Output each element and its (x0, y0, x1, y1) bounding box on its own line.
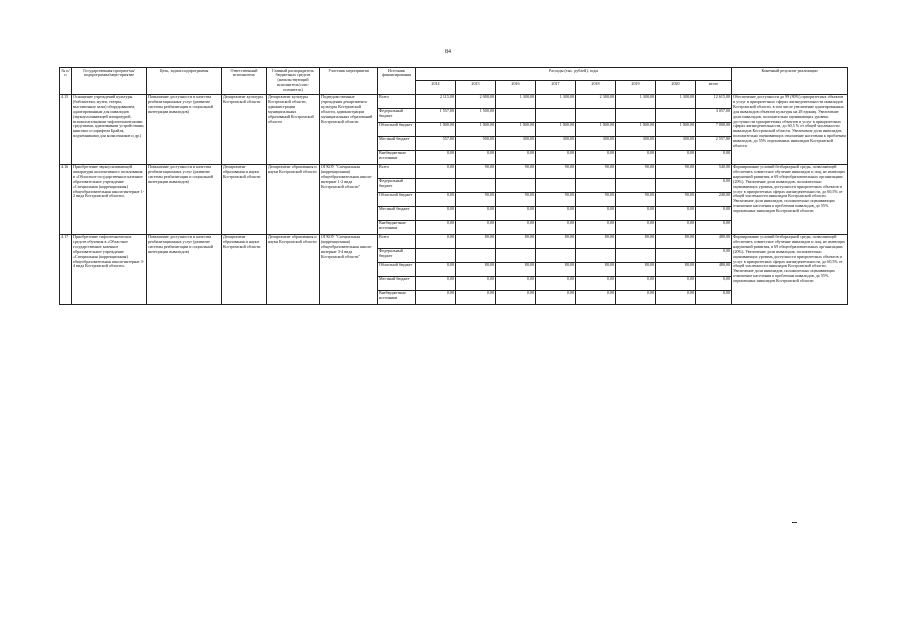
year-value (536, 248, 576, 262)
year-value: 1 000,00 (456, 122, 496, 136)
funding-source: Федеральный бюджет (378, 178, 416, 192)
section-executor: Департамент образования и науки Костромской области (222, 234, 267, 304)
year-value: 0,00 (576, 290, 616, 304)
header-result: Конечный результат реализации (732, 68, 848, 95)
year-value: 0,00 (416, 290, 456, 304)
year-value: 0,00 (416, 262, 456, 276)
year-value: 80,00 (456, 234, 496, 248)
year-value: 0,00 (416, 276, 456, 290)
year-value: 90,00 (456, 192, 496, 206)
year-value: 90,00 (616, 192, 656, 206)
funding-source: Областной бюджет (378, 192, 416, 206)
year-value (656, 248, 696, 262)
section-goal: Повышение доступности и качества реабилитационных услуг (развитие системы реабилитации и социальной интеграции инвалидов) (147, 164, 222, 234)
section-number: 4.17 (60, 234, 72, 304)
header-year: 2017 (536, 81, 576, 94)
year-value: 0,00 (616, 276, 656, 290)
year-value (536, 178, 576, 192)
year-value: 1 000,00 (416, 122, 456, 136)
section-goal: Повышение доступности и качества реабилитационных услуг (развитие системы реабилитации и социальной интеграции инвалидов) (147, 234, 222, 304)
year-value (616, 108, 656, 122)
section-executor: Департамент образования и науки Костромской области (222, 164, 267, 234)
total-value: 3 057,00 (696, 108, 732, 122)
total-value: 540,00 (696, 164, 732, 178)
year-value: 1 000,00 (656, 122, 696, 136)
year-value: 0,00 (536, 150, 576, 164)
header-participants: Участник мероприятия (320, 68, 378, 95)
year-value: 0,00 (416, 234, 456, 248)
year-value: 80,00 (536, 262, 576, 276)
header-expenses: Расходы (тыс. рублей), годы (416, 68, 732, 81)
year-value: 1 000,00 (496, 122, 536, 136)
year-value (576, 178, 616, 192)
year-value: 2 115,00 (416, 94, 456, 108)
margin-mark (792, 522, 797, 523)
year-value: 300,00 (496, 136, 536, 150)
header-year: 2015 (456, 81, 496, 94)
year-value: 2 300,00 (576, 94, 616, 108)
year-value: 80,00 (656, 234, 696, 248)
year-value (416, 178, 456, 192)
page-number: 84 (445, 49, 451, 55)
year-value: 80,00 (656, 262, 696, 276)
header-year: итого (696, 81, 732, 94)
year-value: 90,00 (536, 164, 576, 178)
year-value: 300,00 (576, 136, 616, 150)
year-value (616, 248, 656, 262)
section-manager: Департамент образования и науки Костромской области (267, 164, 320, 234)
year-value: 0,00 (576, 206, 616, 220)
year-value (536, 108, 576, 122)
total-value: 240,00 (696, 192, 732, 206)
program-name: Приобретение звукоусиливающей аппаратуры коллективного пользования в «Областное государственное казенное образовательное учреждение «Специальная (коррекционная) общеобразовательная школа-интернат 1-2 вида Костромской области» (72, 164, 147, 234)
header-year: 2018 (576, 81, 616, 94)
section-result: Формирование условий безбарьерной среды, позволяющей обеспечить совместное обучение инвалидов и лиц, не имеющих нарушений развития, в 69 общеобразовательных организациях (20%). Увеличение доли инвалидов, положительно оценивающих уровень доступности приоритетных объектов и услуг в приоритетных сферах жизнедеятельности, до 60,5% от общей численности инвалидов Костромской области. Увеличение доли инвалидов, положительно оценивающих отношение населения к проблемам инвалидов, до 55% опрошенных инвалидов Костромской области (732, 234, 848, 304)
total-value: 0,00 (696, 206, 732, 220)
header-year: 2014 (416, 81, 456, 94)
year-value: 0,00 (616, 150, 656, 164)
funding-source: Всего (378, 94, 416, 108)
year-value: 90,00 (536, 192, 576, 206)
year-value (496, 248, 536, 262)
year-value: 90,00 (456, 164, 496, 178)
header-year: 2020 (656, 81, 696, 94)
year-value: 1 500,00 (456, 108, 496, 122)
year-value: 1 300,00 (616, 94, 656, 108)
section-participants: ОГКОУ "Специальная (коррекционная) общеобразовательная школа-интернат 1-2 вида Костромской области" (320, 164, 378, 234)
header-num: № п/п (60, 68, 72, 95)
total-value: 480,00 (696, 234, 732, 248)
section-participants: Подведомственные учреждения департамента культуры Костромской области, администрации муниципальных образований Костромской области (320, 94, 378, 164)
total-value: 12 615,00 (696, 94, 732, 108)
year-value: 0,00 (616, 290, 656, 304)
funding-source: Внебюджетные источники (378, 290, 416, 304)
section-participants: ОГКОУ "Специальная (коррекционная) общеобразовательная школа-интернат 3-4 вида Костромской области" (320, 234, 378, 304)
year-value: 300,00 (536, 136, 576, 150)
section-manager: Департамент культуры Костромской области, администрации муниципальных образований Костромской области (267, 94, 320, 164)
year-value (656, 108, 696, 122)
year-value: 80,00 (496, 262, 536, 276)
year-value: 0,00 (456, 206, 496, 220)
program-table (59, 67, 848, 305)
year-value: 0,00 (616, 206, 656, 220)
year-value: 90,00 (576, 192, 616, 206)
year-value: 80,00 (456, 262, 496, 276)
year-value: 80,00 (576, 262, 616, 276)
year-value: 1 300,00 (656, 94, 696, 108)
year-value: 0,00 (536, 206, 576, 220)
program-name: Оснащение учреждений культуры (библиотеки, музеи, театры, выставочные залы) оборудованием, адаптированным для инвалидов (звукоусиливающей аппаратурой, вспомогательными тифлотехническими средствами, адаптивными устройствами, книгами со шрифтом Брайля, подъемниками для колясочников и др.) (72, 94, 147, 164)
funding-source: Местный бюджет (378, 206, 416, 220)
year-value: 0,00 (496, 206, 536, 220)
year-value: 90,00 (656, 164, 696, 178)
funding-source: Внебюджетные источники (378, 150, 416, 164)
year-value: 0,00 (416, 150, 456, 164)
funding-source: Местный бюджет (378, 276, 416, 290)
year-value: 1 300,00 (536, 94, 576, 108)
year-value: 0,00 (416, 164, 456, 178)
year-value: 0,00 (416, 192, 456, 206)
year-value: 0,00 (456, 220, 496, 234)
funding-source: Федеральный бюджет (378, 108, 416, 122)
year-value (496, 108, 536, 122)
section-executor: Департамент культуры Костромской области (222, 94, 267, 164)
total-value: 0,00 (696, 248, 732, 262)
year-value: 0,00 (576, 276, 616, 290)
year-value: 0,00 (456, 150, 496, 164)
program-name: Приобретение тифлотехнических средств обучения в «Областное государственное казенное образовательное учреждение «Специальная (коррекционная) общеобразовательная школа-интернат 3-4 вида Костромской области» (72, 234, 147, 304)
year-value (616, 178, 656, 192)
year-value: 557,80 (416, 136, 456, 150)
year-value: 1 300,00 (496, 94, 536, 108)
header-year: 2016 (496, 81, 536, 94)
total-value: 7 000,00 (696, 122, 732, 136)
year-value: 0,00 (576, 220, 616, 234)
year-value: 0,00 (496, 150, 536, 164)
funding-source: Всего (378, 164, 416, 178)
funding-source: Местный бюджет (378, 136, 416, 150)
funding-source: Внебюджетные источники (378, 220, 416, 234)
section-result: Обеспечение доступности до 99 (80%) приоритетных объектов и услуг в приоритетных сферах жизнедеятельности инвалидов Костромской области, в том числе увеличение адаптированных для инвалидов объектов культуры на 28 единиц. Увеличение доли инвалидов, положительно оценивающих уровень доступности приоритетных объектов и услуг в приоритетных сферах жизнедеятельности, до 60,5 % от общей численности инвалидов Костромской области. Увеличение доли инвалидов, положительно оценивающих отношение населения к проблемам инвалидов, до 55% опрошенных инвалидов Костромской области (732, 94, 848, 164)
header-manager: Главный распорядитель бюджетных средств (начальствующий исполнитель/соис-полнитель) (267, 68, 320, 95)
total-value: 2 557,80 (696, 136, 732, 150)
year-value: 0,00 (616, 220, 656, 234)
header-executor: Ответственный исполнитель (222, 68, 267, 95)
year-value: 2 000,00 (456, 94, 496, 108)
total-value: 0,00 (696, 178, 732, 192)
funding-source: Всего (378, 234, 416, 248)
year-value: 0,00 (536, 290, 576, 304)
year-value: 80,00 (576, 234, 616, 248)
total-value: 480,00 (696, 262, 732, 276)
year-value: 1 000,00 (536, 122, 576, 136)
funding-source: Федеральный бюджет (378, 248, 416, 262)
header-program: Государственная програм-ма/подпрограмма/меро-приятие (72, 68, 147, 95)
header-sources: Источник финансирования (378, 68, 416, 95)
table-row (60, 164, 848, 178)
year-value: 0,00 (656, 276, 696, 290)
year-value (576, 248, 616, 262)
section-result: Формирование условий безбарьерной среды, позволяющей обеспечить совместное обучение инвалидов и лиц, не имеющих нарушений развития, в 69 общеобразовательных организациях (20%). Увеличение доли инвалидов, положительно оценивающих уровень доступности приоритетных объектов и услуг в приоритетных сферах жизнедеятельности, до 60,5% от общей численности инвалидов Костромской области. Увеличение доли инвалидов, положительно оценивающих отношение населения к проблемам инвалидов, до 55% опрошенных инвалидов Костромской области (732, 164, 848, 234)
year-value: 0,00 (656, 290, 696, 304)
year-value: 500,00 (456, 136, 496, 150)
total-value: 0,00 (696, 220, 732, 234)
year-value (656, 178, 696, 192)
year-value: 0,00 (496, 290, 536, 304)
section-goal: Повышение доступности и качества реабилитационных услуг (развитие системы реабилитации и социальной интеграции инвалидов) (147, 94, 222, 164)
year-value: 0,00 (416, 220, 456, 234)
year-value: 90,00 (576, 164, 616, 178)
year-value: 90,00 (656, 192, 696, 206)
total-value: 0,00 (696, 290, 732, 304)
section-manager: Департамент образования и науки Костромской области (267, 234, 320, 304)
year-value: 0,00 (456, 290, 496, 304)
year-value: 0,00 (576, 150, 616, 164)
year-value: 0,00 (656, 220, 696, 234)
year-value: 90,00 (496, 192, 536, 206)
year-value: 0,00 (496, 220, 536, 234)
year-value: 80,00 (496, 234, 536, 248)
total-value: 0,00 (696, 150, 732, 164)
year-value: 80,00 (536, 234, 576, 248)
year-value: 0,00 (496, 276, 536, 290)
year-value (576, 108, 616, 122)
year-value: 80,00 (616, 262, 656, 276)
year-value (456, 178, 496, 192)
section-number: 4.16 (60, 164, 72, 234)
year-value: 0,00 (656, 150, 696, 164)
year-value: 0,00 (456, 276, 496, 290)
year-value (456, 248, 496, 262)
year-value: 0,00 (536, 276, 576, 290)
year-value: 1 000,00 (576, 122, 616, 136)
year-value: 0,00 (416, 206, 456, 220)
year-value (496, 178, 536, 192)
year-value (416, 248, 456, 262)
year-value: 90,00 (616, 164, 656, 178)
funding-source: Областной бюджет (378, 122, 416, 136)
year-value: 90,00 (496, 164, 536, 178)
year-value: 1 000,00 (616, 122, 656, 136)
year-value: 80,00 (616, 234, 656, 248)
header-year: 2019 (616, 81, 656, 94)
header-goal: Цель, задача подпрограммы (147, 68, 222, 95)
year-value: 0,00 (536, 220, 576, 234)
table-row (60, 94, 848, 108)
year-value: 1 557,00 (416, 108, 456, 122)
section-number: 4.15 (60, 94, 72, 164)
funding-source: Областной бюджет (378, 262, 416, 276)
table-row (60, 234, 848, 248)
year-value: 300,00 (616, 136, 656, 150)
year-value: 0,00 (656, 206, 696, 220)
total-value: 0,00 (696, 276, 732, 290)
year-value: 300,00 (656, 136, 696, 150)
